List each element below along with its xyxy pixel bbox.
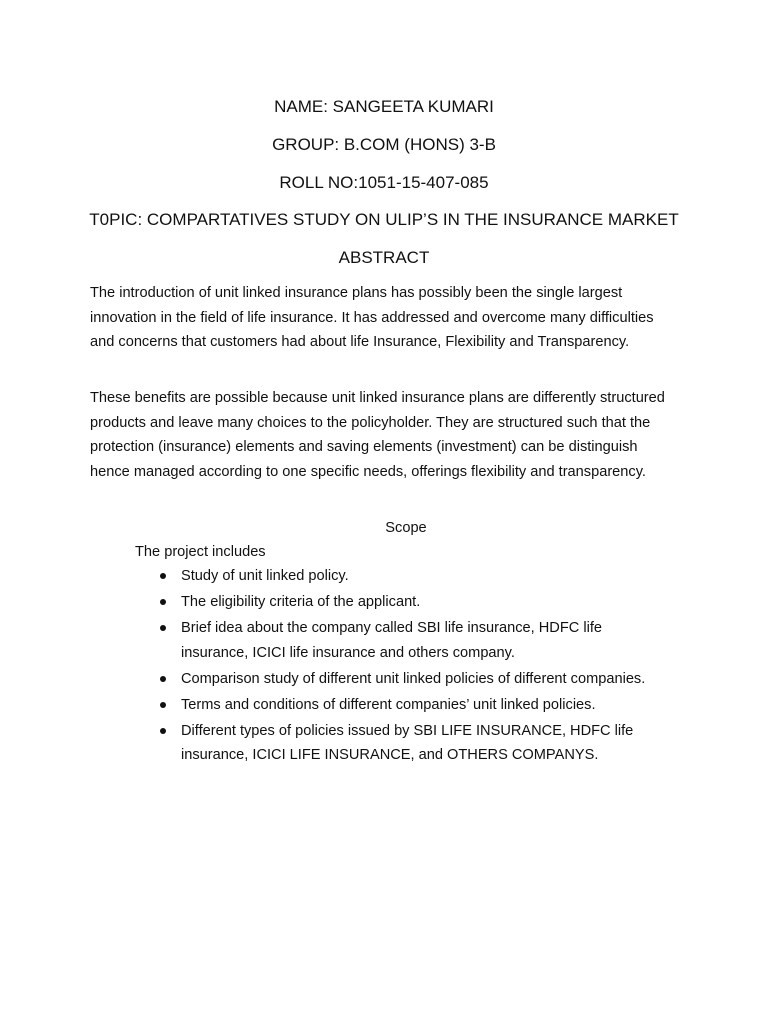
scope-intro: The project includes: [135, 544, 266, 560]
abstract-paragraph-2: These benefits are possible because unit linked insurance plans are differently structured products and leave many choices to the policyholder. They are structured such that the protection (insurance) elements and saving elements (investment) can be distinguish hence managed according to one specific needs, offerings flexibility and transparency.: [90, 390, 665, 480]
abstract-paragraph-1: The introduction of unit linked insurance plans has possibly been the single largest innovation in the field of life insurance. It has addressed and overcome many difficulties and concerns that customers had about life Insurance, Flexibility and Transparency.: [90, 285, 654, 350]
abstract-heading: ABSTRACT: [338, 248, 430, 267]
list-item-text: Comparison study of different unit linked policies of different companies.: [181, 670, 646, 687]
bullet-dot-icon: [160, 728, 166, 734]
student-name-line: NAME: SANGEETA KUMARI: [274, 97, 494, 116]
list-item-text: Brief idea about the company called SBI life insurance, HDFC life insurance, ICICI life insurance and others company.: [181, 620, 602, 661]
group-line: GROUP: B.COM (HONS) 3-B: [272, 135, 496, 154]
list-item-text: Different types of policies issued by SBI LIFE INSURANCE, HDFC life insurance, ICICI LIFE INSURANCE, and OTHERS COMPANYS.: [181, 722, 634, 763]
list-item: [135, 616, 655, 665]
bullet-dot-icon: [160, 573, 166, 579]
list-item-text: The eligibility criteria of the applicant.: [181, 594, 421, 610]
topic-line: T0PIC: COMPARTATIVES STUDY ON ULIP’S IN THE INSURANCE MARKET: [89, 210, 679, 229]
list-item: [135, 667, 655, 692]
roll-number-line: ROLL NO:1051-15-407-085: [279, 173, 489, 192]
list-item: [135, 590, 655, 615]
list-item-text: Study of unit linked policy.: [181, 568, 349, 584]
scope-heading: Scope: [385, 520, 427, 536]
bullet-dot-icon: [160, 625, 166, 631]
list-item: [135, 693, 655, 718]
list-item-text: Terms and conditions of different companies’ unit linked policies.: [181, 696, 596, 713]
list-item: [135, 719, 655, 768]
bullet-dot-icon: [160, 702, 166, 708]
bullet-dot-icon: [160, 599, 166, 605]
scope-bullet-list: [135, 564, 655, 769]
bullet-dot-icon: [160, 676, 166, 682]
list-item: [135, 564, 655, 589]
